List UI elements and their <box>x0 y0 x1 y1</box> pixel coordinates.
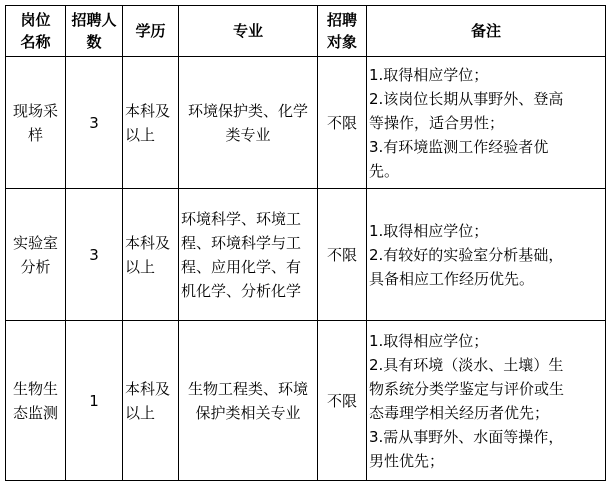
header-education: 学历 <box>123 6 179 57</box>
header-target: 招聘 对象 <box>318 6 367 57</box>
remarks-cell: 1.取得相应学位； 2.具有环境（淡水、土壤）生 物系统分类学鉴定与评价或生 态毒理学相关经历者优先； 3.需从事野外、水面等操作， 男性优先； <box>367 321 606 481</box>
education-cell: 本科及 以上 <box>123 321 179 481</box>
table-row <box>6 321 606 481</box>
header-major: 专业 <box>179 6 318 57</box>
header-headcount: 招聘人 数 <box>66 6 123 57</box>
position-name-cell: 实验室 分析 <box>6 189 66 321</box>
major-cell: 环境科学、环境工 程、环境科学与工 程、应用化学、有 机化学、分析化学 <box>179 189 318 321</box>
header-remarks: 备注 <box>367 6 606 57</box>
target-cell: 不限 <box>318 57 367 189</box>
education-cell: 本科及 以上 <box>123 189 179 321</box>
remarks-cell: 1.取得相应学位； 2.有较好的实验室分析基础， 具备相应工作经历优先。 <box>367 189 606 321</box>
target-cell: 不限 <box>318 321 367 481</box>
recruitment-table <box>5 5 606 481</box>
headcount-cell: 3 <box>66 57 123 189</box>
header-position-name: 岗位 名称 <box>6 6 66 57</box>
table-row <box>6 189 606 321</box>
major-cell: 生物工程类、环境 保护类相关专业 <box>179 321 318 481</box>
table-row <box>6 57 606 189</box>
education-cell: 本科及 以上 <box>123 57 179 189</box>
major-cell: 环境保护类、化学 类专业 <box>179 57 318 189</box>
headcount-cell: 3 <box>66 189 123 321</box>
position-name-cell: 生物生 态监测 <box>6 321 66 481</box>
target-cell: 不限 <box>318 189 367 321</box>
position-name-cell: 现场采 样 <box>6 57 66 189</box>
remarks-cell: 1.取得相应学位； 2.该岗位长期从事野外、登高 等操作，适合男性； 3.有环境监测工作经验者优 先。 <box>367 57 606 189</box>
header-row <box>6 6 606 57</box>
headcount-cell: 1 <box>66 321 123 481</box>
